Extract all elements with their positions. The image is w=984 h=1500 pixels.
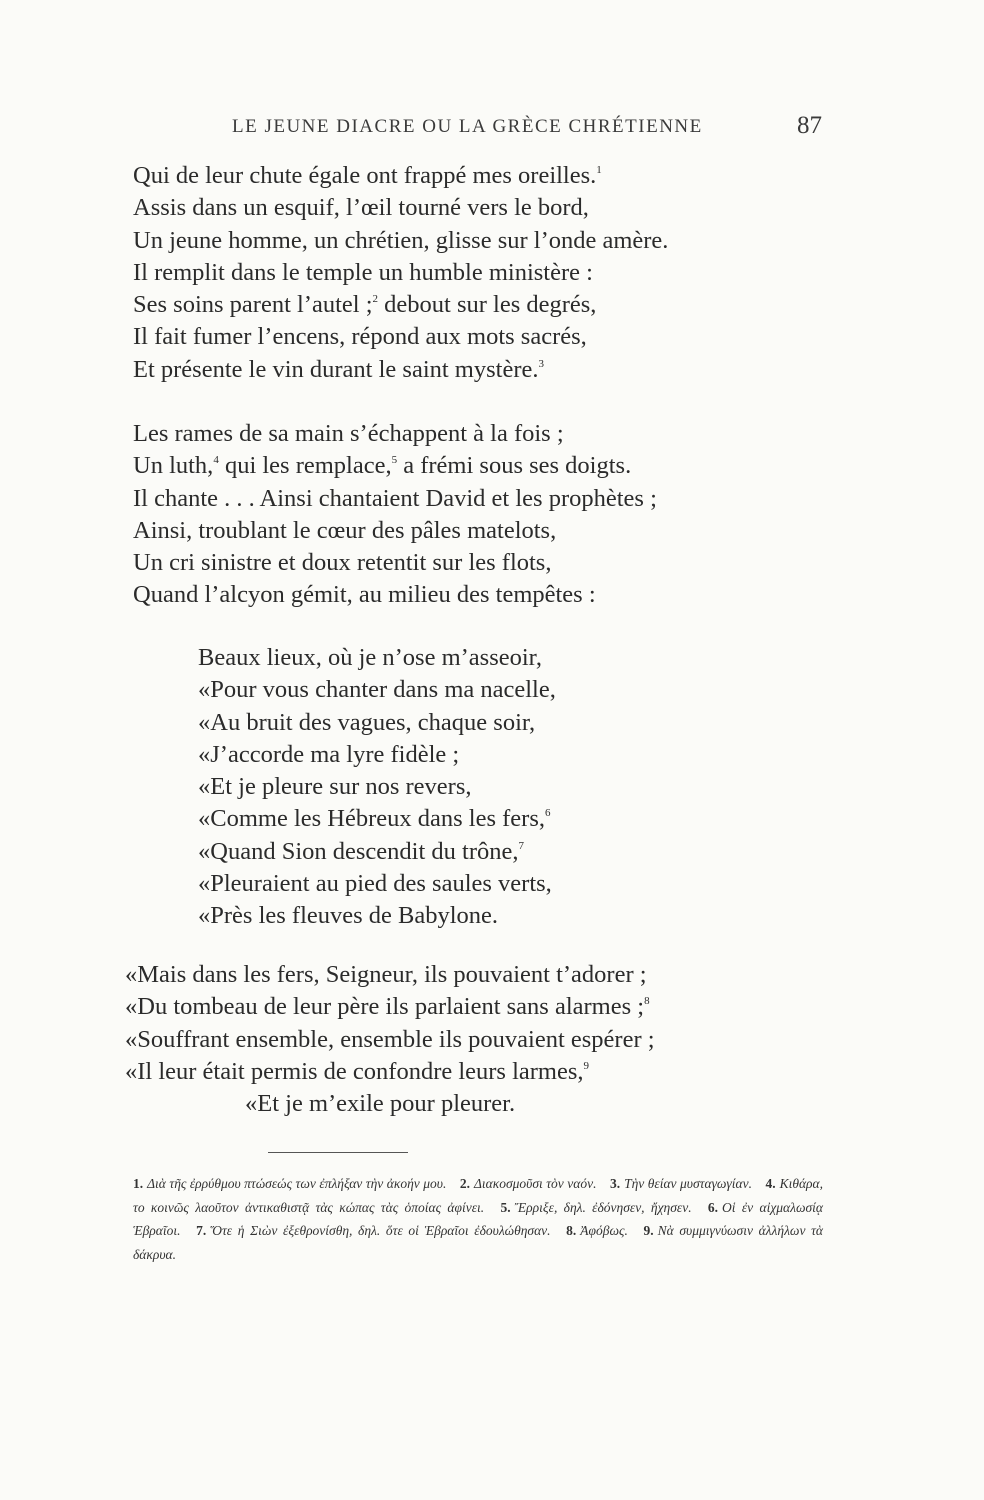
verse-line: Il chante . . . Ainsi chantaient David et les prophètes ; — [133, 484, 657, 512]
verse-line: Un luth,$^4$ qui les remplace,$^5$ a frémi sous ses doigts. — [133, 452, 632, 480]
verse-line: Les rames de sa main s’échappent à la fois ; — [133, 420, 564, 447]
footnote: 9. Νὰ συμμιγνύωσιν ἀλλήλων τὰ δάκρυα. — [133, 1223, 823, 1262]
footnote: 1. Διὰ τῆς ἐρρύθμου πτώσεώς των ἐπλήξαν τὴν ἀκοήν μου. — [133, 1176, 447, 1191]
footnote: 6. Οἱ ἐν αἰχμαλωσίᾳ Ἑβραῖοι. — [133, 1199, 824, 1238]
verse-line: «Comme les Hébreux dans les fers,$^6$ — [198, 805, 551, 833]
verse-line: Assis dans un esquif, l’œil tourné vers le bord, — [133, 194, 589, 222]
verse-line: «Mais dans les fers, Seigneur, ils pouvaient t’adorer ; — [125, 961, 647, 988]
footnote-ref: 9 — [583, 1059, 590, 1072]
verse-line: Beaux lieux, où je n’ose m’asseoir, — [198, 644, 542, 671]
verse-line: Quand l’alcyon gémit, au milieu des tempêtes : — [133, 581, 596, 609]
footnote-ref: 1 — [596, 164, 602, 176]
verse-line: «Du tombeau de leur père ils parlaient sans alarmes ;$^8$ — [125, 993, 650, 1021]
verse-line: Un jeune homme, un chrétien, glisse sur l’onde amère. — [133, 226, 669, 254]
footnote: 3. Τὴν θείαν μυσταγωγίαν. — [609, 1176, 752, 1191]
verse-line: Un cri sinistre et doux retentit sur les flots, — [133, 549, 552, 577]
verse-line: Et présente le vin durant le saint mystère.$^3$ — [133, 355, 544, 383]
footnotes — [133, 1172, 823, 1266]
verse-line: «Quand Sion descendit du trône,$^7$ — [198, 837, 524, 865]
footnote: 4. Κιθάρα, το κοινῶς λαοῦτον ἀντικαθιστᾷ τὰς κώπας τὰς ὁποίας ἀφίνει. — [133, 1176, 823, 1215]
verse-line: Ses soins parent l’autel ;$^2$ debout sur les degrés, — [133, 291, 597, 319]
footnote-ref: 7 — [518, 839, 524, 852]
verse-line: Il remplit dans le temple un humble ministère : — [133, 258, 593, 286]
footnote-ref: 4 — [213, 454, 219, 467]
verse-line: «Souffrant ensemble, ensemble ils pouvaient espérer ; — [125, 1025, 655, 1053]
verse-line: «Pour vous chanter dans ma nacelle, — [198, 676, 556, 704]
page-number: 87 — [797, 112, 822, 139]
footnote-ref: 8 — [644, 995, 650, 1008]
verse-line: «J’accorde ma lyre fidèle ; — [198, 740, 460, 768]
footnote-ref: 3 — [538, 357, 544, 370]
verse-line: «Au bruit des vagues, chaque soir, — [198, 708, 536, 736]
verse-line: Qui de leur chute égale ont frappé mes oreilles.$^1$ — [133, 162, 602, 189]
verse-line: «Et je pleure sur nos revers, — [198, 773, 472, 801]
verse-line: «Et je m’exile pour pleurer. — [245, 1090, 516, 1118]
footnote: 2. Διακοσμοῦσι τὸν ναόν. — [459, 1176, 597, 1191]
footnote: 5. Ἔρριξε, δηλ. ἐδόνησεν, ἤχησεν. — [500, 1199, 692, 1215]
verse-line: Ainsi, troublant le cœur des pâles matelots, — [133, 516, 557, 544]
verse-line: «Il leur était permis de confondre leurs larmes,$^9$ — [125, 1057, 590, 1085]
footnote-separator — [268, 1152, 408, 1153]
stanza-4 — [125, 959, 655, 1120]
verse-line: «Près les fleuves de Babylone. — [198, 902, 499, 930]
verse-line: Il fait fumer l’encens, répond aux mots sacrés, — [133, 323, 587, 351]
footnote: 7. Ὅτε ἡ Σιὼν ἐξεθρονίσθη, δηλ. ὅτε οἱ Ἑβραῖοι ἐδουλώθησαν. — [196, 1223, 551, 1238]
stanza-1 — [133, 160, 668, 386]
footnote-ref: 2 — [372, 293, 379, 306]
page-header — [232, 112, 822, 142]
running-title: LE JEUNE DIACRE OU LA GRÈCE CHRÉTIENNE — [232, 116, 703, 137]
verse-line: «Pleuraient au pied des saules verts, — [198, 870, 552, 898]
stanza-3-song — [198, 642, 556, 933]
footnote: 8. Ἀφόβως. — [566, 1223, 628, 1238]
footnote-ref: 6 — [545, 807, 551, 820]
footnote-ref: 5 — [391, 454, 398, 467]
stanza-2 — [133, 418, 657, 612]
